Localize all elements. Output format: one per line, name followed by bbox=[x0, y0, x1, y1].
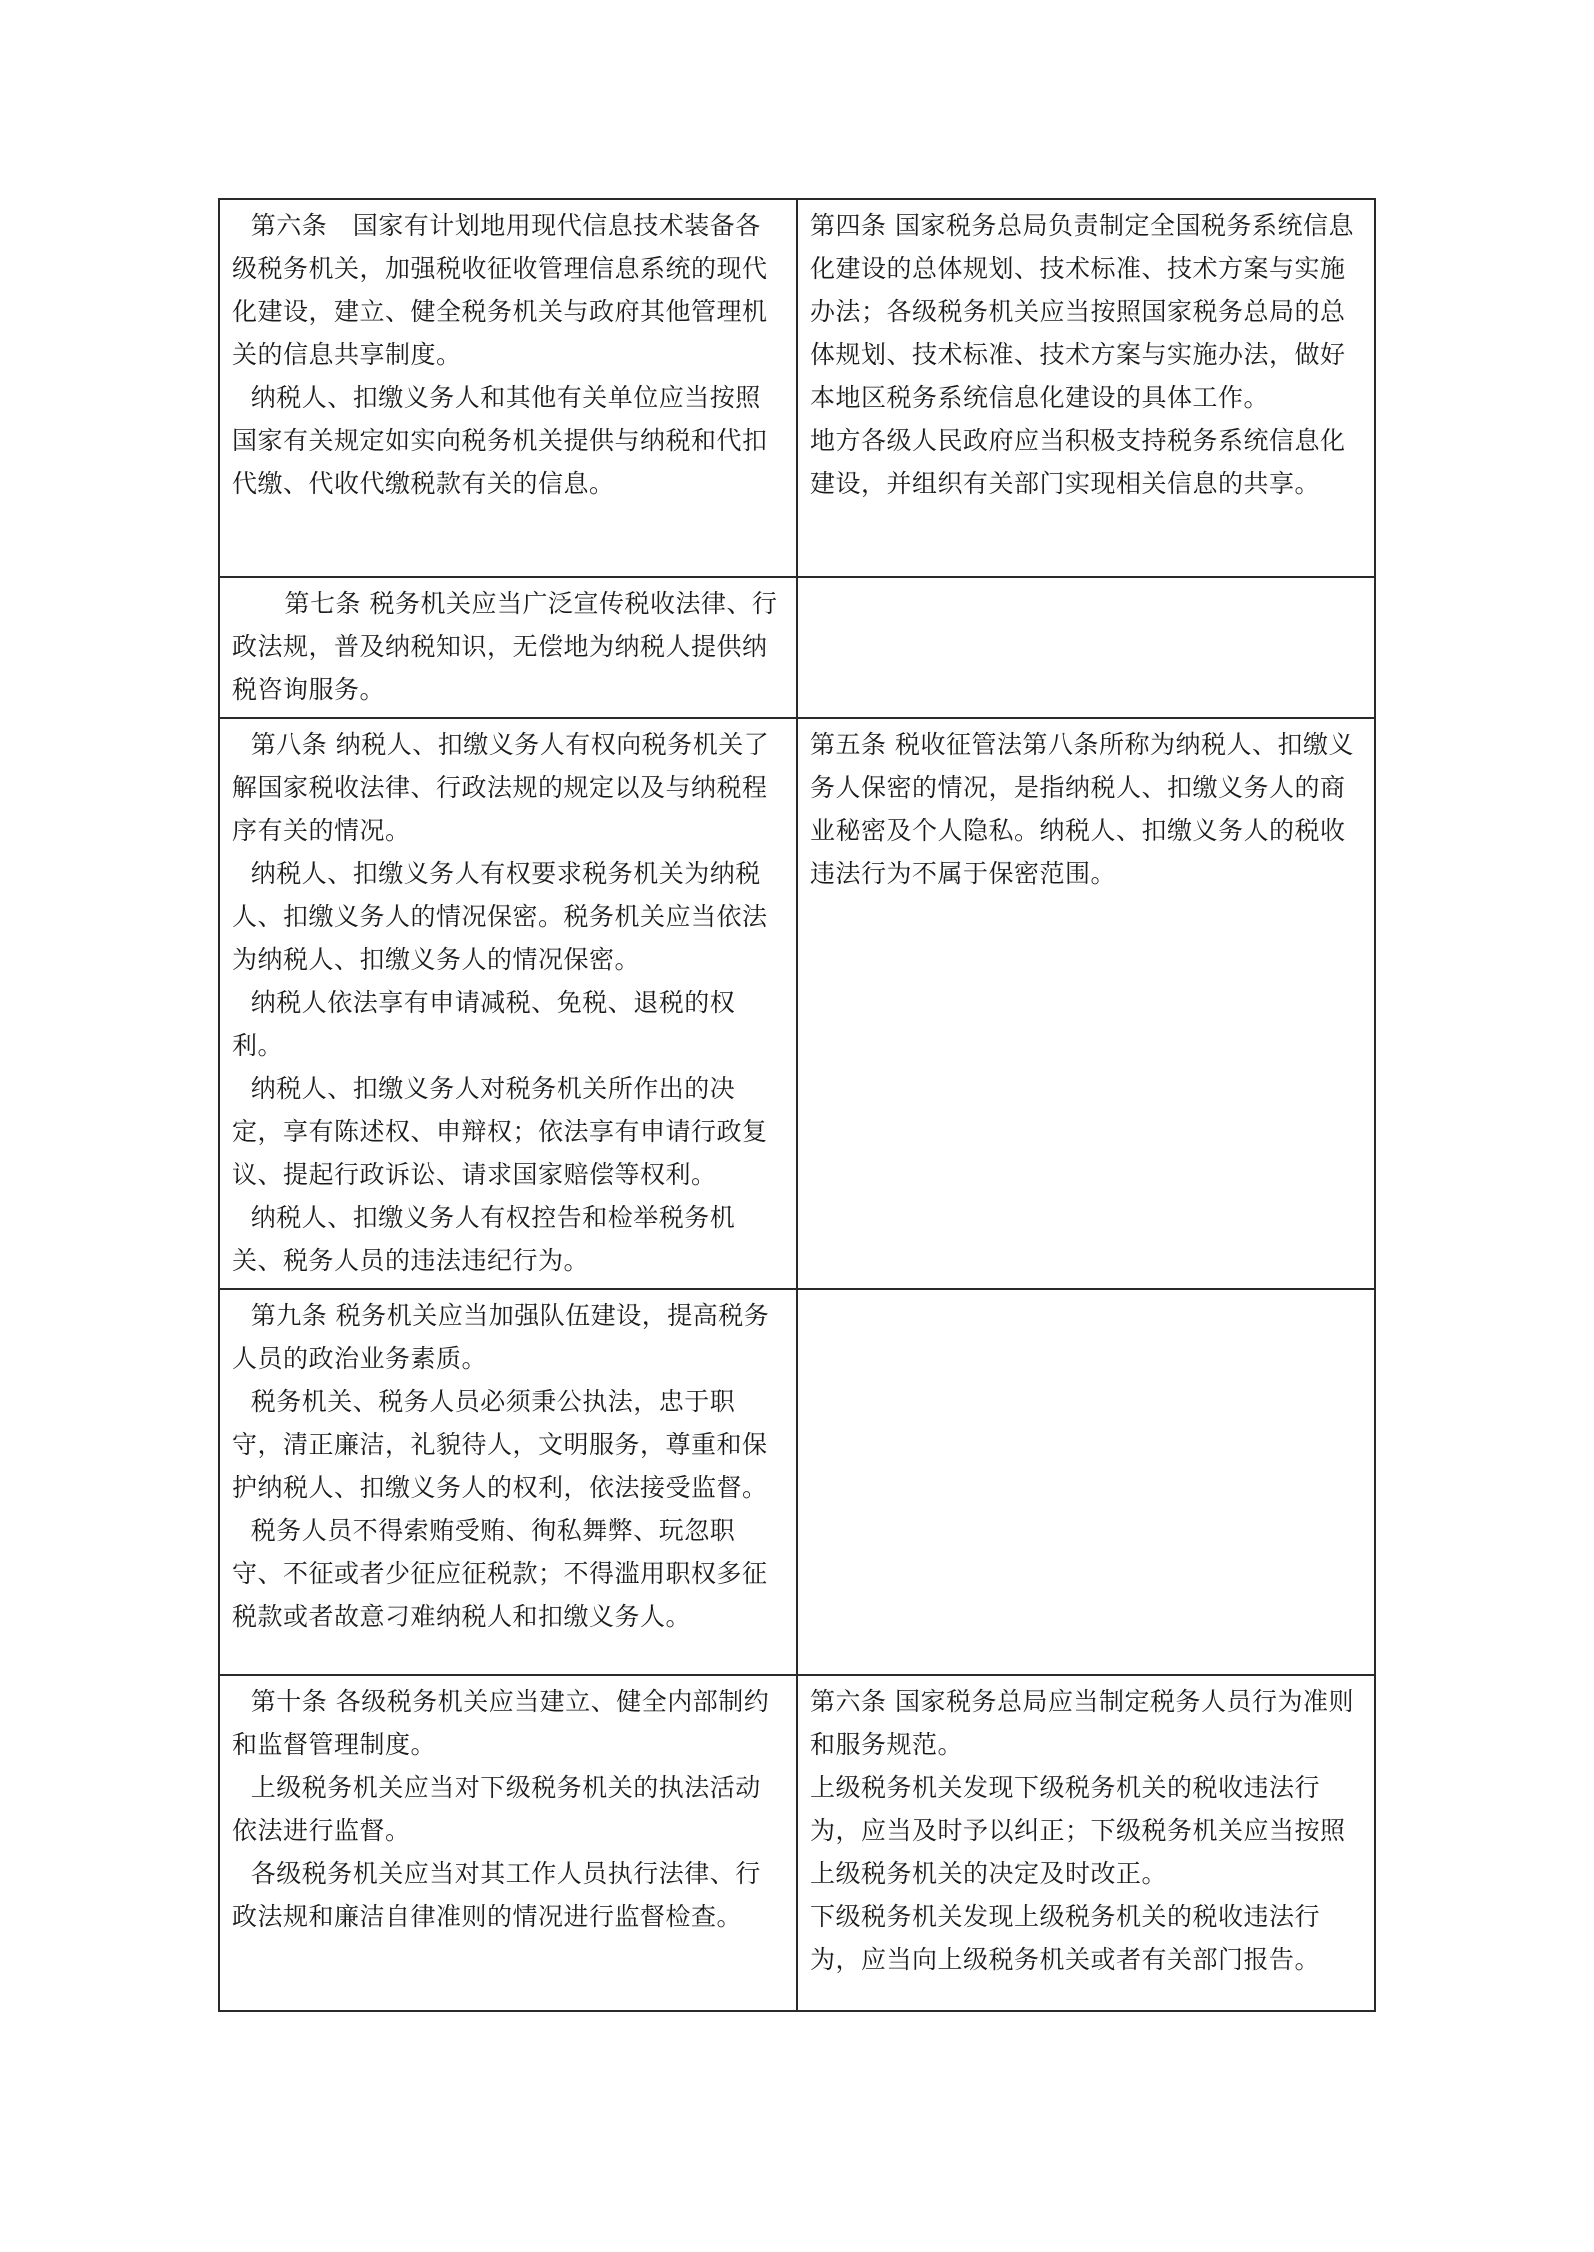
law-cell bbox=[219, 577, 797, 718]
paragraph: 上级税务机关应当对下级税务机关的执法活动依法进行监督。 bbox=[232, 1773, 761, 1845]
paragraph: 各级税务机关应当对其工作人员执行法律、行政法规和廉洁自律准则的情况进行监督检查。 bbox=[232, 1859, 761, 1931]
paragraph: 第四条 国家税务总局负责制定全国税务系统信息化建设的总体规划、技术标准、技术方案与实施办法；各级税务机关应当按照国家税务总局的总体规划、技术标准、技术方案与实施办法，做好本地区税务系统信息化建设的具体工作。 bbox=[810, 211, 1354, 412]
paragraph: 第六条 国家有计划地用现代信息技术装备各级税务机关，加强税收征收管理信息系统的现代化建设，建立、健全税务机关与政府其他管理机关的信息共享制度。 bbox=[232, 211, 768, 369]
paragraph: 第五条 税收征管法第八条所称为纳税人、扣缴义务人保密的情况，是指纳税人、扣缴义务人的商业秘密及个人隐私。纳税人、扣缴义务人的税收违法行为不属于保密范围。 bbox=[810, 730, 1354, 888]
paragraph: 上级税务机关发现下级税务机关的税收违法行为，应当及时予以纠正；下级税务机关应当按照上级税务机关的决定及时改正。 bbox=[810, 1773, 1346, 1888]
table-row bbox=[219, 199, 1375, 577]
law-cell bbox=[219, 718, 797, 1289]
paragraph: 第九条 税务机关应当加强队伍建设，提高税务人员的政治业务素质。 bbox=[232, 1301, 770, 1373]
paragraph: 纳税人、扣缴义务人有权要求税务机关为纳税人、扣缴义务人的情况保密。税务机关应当依法为纳税人、扣缴义务人的情况保密。 bbox=[232, 859, 768, 974]
paragraph: 税务机关、税务人员必须秉公执法，忠于职守，清正廉洁，礼貌待人，文明服务，尊重和保护纳税人、扣缴义务人的权利，依法接受监督。 bbox=[232, 1387, 768, 1502]
paragraph: 第十条 各级税务机关应当建立、健全内部制约和监督管理制度。 bbox=[232, 1687, 770, 1759]
paragraph: 纳税人、扣缴义务人和其他有关单位应当按照国家有关规定如实向税务机关提供与纳税和代扣代缴、代收代缴税款有关的信息。 bbox=[232, 383, 768, 498]
paragraph: 纳税人依法享有申请减税、免税、退税的权利。 bbox=[232, 988, 736, 1060]
regulation-cell bbox=[797, 577, 1375, 718]
law-comparison-table bbox=[218, 198, 1376, 2012]
regulation-cell bbox=[797, 199, 1375, 577]
law-cell bbox=[219, 199, 797, 577]
paragraph: 下级税务机关发现上级税务机关的税收违法行为，应当向上级税务机关或者有关部门报告。 bbox=[810, 1902, 1321, 1974]
law-cell bbox=[219, 1289, 797, 1675]
table-row bbox=[219, 718, 1375, 1289]
paragraph: 第八条 纳税人、扣缴义务人有权向税务机关了解国家税收法律、行政法规的规定以及与纳税程序有关的情况。 bbox=[232, 730, 770, 845]
law-cell bbox=[219, 1675, 797, 2011]
regulation-cell bbox=[797, 1289, 1375, 1675]
paragraph: 税务人员不得索贿受贿、徇私舞弊、玩忽职守、不征或者少征应征税款；不得滥用职权多征税款或者故意刁难纳税人和扣缴义务人。 bbox=[232, 1516, 768, 1631]
paragraph: 纳税人、扣缴义务人有权控告和检举税务机关、税务人员的违法违纪行为。 bbox=[232, 1203, 736, 1275]
table-row bbox=[219, 577, 1375, 718]
paragraph: 地方各级人民政府应当积极支持税务系统信息化建设，并组织有关部门实现相关信息的共享。 bbox=[810, 426, 1346, 498]
paragraph: 纳税人、扣缴义务人对税务机关所作出的决定，享有陈述权、申辩权；依法享有申请行政复议、提起行政诉讼、请求国家赔偿等权利。 bbox=[232, 1074, 768, 1189]
table-row bbox=[219, 1289, 1375, 1675]
regulation-cell bbox=[797, 1675, 1375, 2011]
regulation-cell bbox=[797, 718, 1375, 1289]
table-row bbox=[219, 1675, 1375, 2011]
paragraph: 第七条 税务机关应当广泛宣传税收法律、行政法规，普及纳税知识，无偿地为纳税人提供纳税咨询服务。 bbox=[232, 589, 778, 704]
paragraph: 第六条 国家税务总局应当制定税务人员行为准则和服务规范。 bbox=[810, 1687, 1354, 1759]
